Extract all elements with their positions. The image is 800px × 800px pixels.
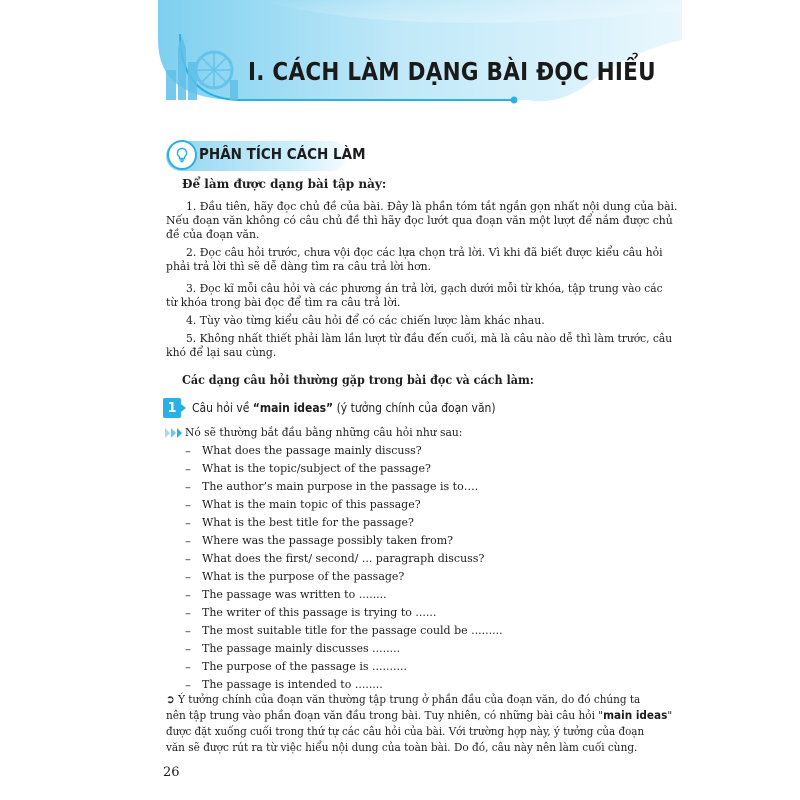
intro-heading: Để làm được dạng bài tập này: <box>182 177 387 191</box>
dash-bullet: – <box>185 552 191 566</box>
list-item: What does the passage mainly discuss? <box>202 444 422 457</box>
note-arrow-icon: ➲ <box>166 692 175 706</box>
note-line: được đặt xuống cuối trong thứ tự các câu hỏi của bài. Với trường hợp này, ý tưởng của đoạn <box>166 724 645 738</box>
step-line: 3. Đọc kĩ mỗi câu hỏi và các phương án trả lời, gạch dưới mỗi từ khóa, tập trung vào các <box>186 281 663 295</box>
note-line: văn sẽ được rút ra từ việc hiểu nội dung của toàn bài. Do đó, câu này nên làm cuối cùng. <box>166 740 638 754</box>
dash-bullet: – <box>185 498 191 512</box>
types-heading: Các dạng câu hỏi thường gặp trong bài đọc và cách làm: <box>182 373 534 387</box>
step-line: 4. Tùy vào từng kiểu câu hỏi để có các chiến lược làm khác nhau. <box>186 313 545 327</box>
note-text: nên tập trung vào phần đoạn văn đầu trong bài. Tuy nhiên, có những bài câu hỏi " <box>166 708 604 722</box>
dash-bullet: – <box>185 660 191 674</box>
step-line: 1. Đầu tiên, hãy đọc chủ đề của bài. Đây là phần tóm tắt ngắn gọn nhất nội dung của bài. <box>186 199 678 213</box>
list-item: The passage mainly discusses ........ <box>202 642 401 655</box>
dash-bullet: – <box>185 480 191 494</box>
dash-bullet: – <box>185 534 191 548</box>
dash-bullet: – <box>185 516 191 530</box>
subsection-label-prefix: Câu hỏi về <box>192 401 253 415</box>
note-text: " <box>667 708 673 722</box>
dash-bullet: – <box>185 570 191 584</box>
subsection-label-suffix: (ý tưởng chính của đoạn văn) <box>333 401 496 415</box>
dash-bullet: – <box>185 606 191 620</box>
subsection-label-bold: “main ideas” <box>252 401 334 415</box>
list-item: What is the purpose of the passage? <box>202 570 405 583</box>
dash-bullet: – <box>185 642 191 656</box>
step-line: đề của đoạn văn. <box>166 227 260 241</box>
list-item: The passage was written to ........ <box>202 588 387 601</box>
list-item: The passage is intended to ........ <box>202 678 383 691</box>
list-item: The author’s main purpose in the passage is to…. <box>202 480 479 493</box>
step-line: 5. Không nhất thiết phải làm lần lượt từ đầu đến cuối, mà là câu nào dễ thì làm trước, câu <box>186 331 673 345</box>
lightbulb-icon <box>167 140 197 170</box>
list-item: What is the topic/subject of the passage? <box>202 462 431 475</box>
list-item: Where was the passage possibly taken from? <box>202 534 454 547</box>
chapter-title: I. CÁCH LÀM DẠNG BÀI ĐỌC HIỂU <box>248 57 656 86</box>
step-line: khó để lại sau cùng. <box>166 345 277 359</box>
dash-bullet: – <box>185 588 191 602</box>
note-text: Ý tưởng chính của đoạn văn thường tập trung ở phần đầu của đoạn văn, do đó chúng ta <box>178 692 641 706</box>
questions-intro: Nó sẽ thường bắt đầu bằng những câu hỏi như sau: <box>185 425 463 439</box>
list-item: The purpose of the passage is .......... <box>202 660 407 673</box>
step-line: phải trả lời thì sẽ dễ dàng tìm ra câu trả lời hơn. <box>166 259 432 273</box>
dash-bullet: – <box>185 678 191 692</box>
list-item: What does the first/ second/ ... paragraph discuss? <box>202 552 485 565</box>
list-item: What is the main topic of this passage? <box>202 498 421 511</box>
subsection-number-badge: 1 <box>163 398 181 418</box>
note-line <box>166 692 640 706</box>
dash-bullet: – <box>185 444 191 458</box>
step-line: từ khóa trong bài đọc để tìm ra câu trả lời. <box>166 295 401 309</box>
page-number: 26 <box>163 765 180 780</box>
subsection-heading <box>192 400 496 416</box>
double-arrow-icon <box>165 428 183 438</box>
list-item: The most suitable title for the passage could be ......... <box>202 624 503 637</box>
step-line: Nếu đoạn văn không có câu chủ đề thì hãy đọc lướt qua đoạn văn một lượt để nắm được chủ <box>166 213 673 227</box>
note-line <box>166 708 672 722</box>
dash-bullet: – <box>185 462 191 476</box>
list-item: The writer of this passage is trying to ...... <box>202 606 437 619</box>
note-bold-term: main ideas <box>603 708 668 722</box>
step-line: 2. Đọc câu hỏi trước, chưa vội đọc các lựa chọn trả lời. Vì khi đã biết được kiểu câu hỏi <box>186 245 663 259</box>
dash-bullet: – <box>185 624 191 638</box>
section-label: PHÂN TÍCH CÁCH LÀM <box>199 145 366 163</box>
list-item: What is the best title for the passage? <box>202 516 414 529</box>
